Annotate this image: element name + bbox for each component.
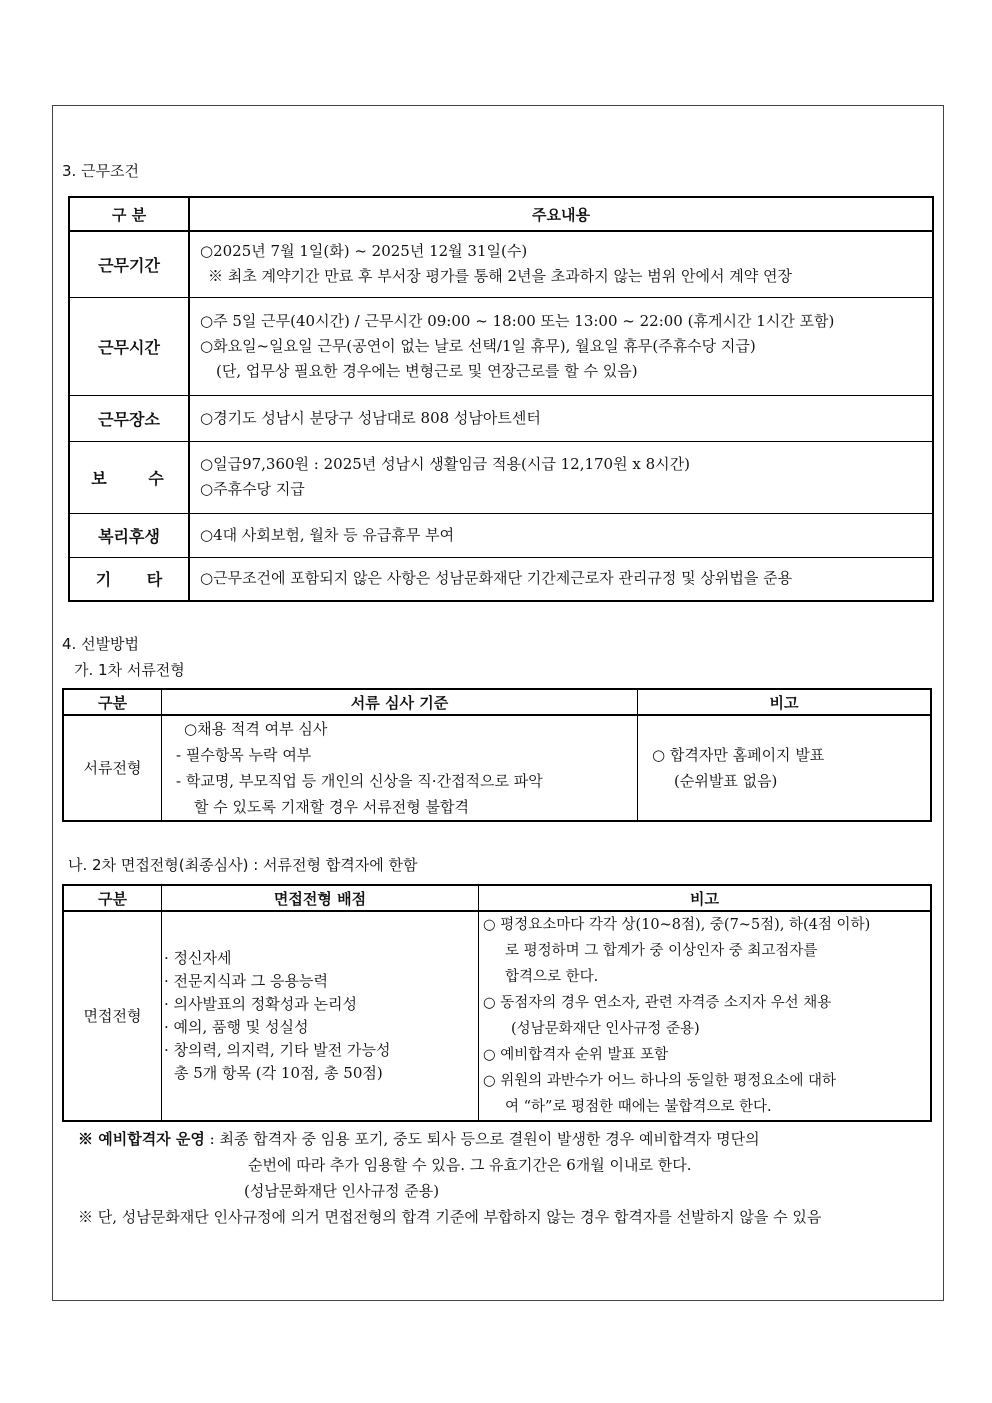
- row-label-interview: 면접전형: [63, 911, 162, 1121]
- table-row: [69, 395, 933, 441]
- location-line: ○경기도 성남시 분당구 성남대로 808 성남아트센터: [200, 408, 541, 427]
- criteria-line: - 필수항목 누락 여부: [176, 746, 312, 764]
- criteria-line: · 예의, 품행 및 성실성: [164, 1018, 309, 1036]
- header-category: 구분: [63, 885, 162, 911]
- row-label-welfare: 복리후생: [69, 513, 189, 557]
- header-category: 구 분: [69, 197, 189, 231]
- criteria-line: · 창의력, 의지력, 기타 발전 가능성: [164, 1041, 391, 1059]
- table-row: [63, 911, 931, 1121]
- hours-line-1: ○주 5일 근무(40시간) / 근무시간 09:00 ~ 18:00 또는 13:00 ~ 22:00 (휴게시간 1시간 포함): [200, 311, 835, 330]
- criteria-line: 할 수 있도록 기재할 경우 서류전형 불합격: [194, 798, 469, 816]
- etc-line: ○근무조건에 포함되지 않은 사항은 성남문화재단 기간제근로자 관리규정 및 상위법을 준용: [200, 569, 793, 588]
- reserve-note: [78, 1126, 760, 1152]
- remark-line: (순위발표 없음): [674, 772, 778, 790]
- row-label-etc: 기 타: [69, 557, 189, 601]
- table-row: [69, 297, 933, 395]
- welfare-line: ○4대 사회보험, 월차 등 유급휴무 부여: [200, 525, 455, 544]
- header-remarks: 비고: [638, 689, 932, 715]
- pay-line-1: ○일급97,360원 : 2025년 성남시 생활임금 적용(시급 12,170원 x 8시간): [200, 455, 690, 473]
- row-label-location: 근무장소: [69, 395, 189, 441]
- header-remarks: 비고: [479, 885, 932, 911]
- criteria-line: · 의사발표의 정확성과 논리성: [164, 995, 357, 1013]
- header-category: 구분: [63, 689, 162, 715]
- criteria-line: - 학교명, 부모직업 등 개인의 신상을 직·간접적으로 파악: [176, 772, 543, 790]
- header-criteria: 서류 심사 기준: [162, 689, 638, 715]
- remark-line: 여 “하”로 평점한 때에는 불합격으로 한다.: [505, 1099, 772, 1115]
- remark-line: (성남문화재단 인사규정 준용): [511, 1021, 700, 1037]
- remark-line: ○ 예비합격자 순위 발표 포함: [483, 1047, 669, 1063]
- remark-line: ○ 합격자만 홈페이지 발표: [652, 746, 825, 764]
- criteria-line: · 전문지식과 그 응용능력: [164, 972, 328, 990]
- row-label-period: 근무기간: [69, 231, 189, 297]
- work-conditions-table: [68, 196, 934, 602]
- hours-line-2: ○화요일~일요일 근무(공연이 없는 날로 선택/1일 휴무), 월요일 휴무(주휴수당 지급): [200, 336, 756, 355]
- row-label-document: 서류전형: [63, 715, 162, 821]
- remark-line: ○ 동점자의 경우 연소자, 관련 자격증 소지자 우선 채용: [483, 995, 832, 1011]
- period-note: ※ 최초 계약기간 만료 후 부서장 평가를 통해 2년을 초과하지 않는 범위 안에서 계약 연장: [208, 267, 792, 286]
- table-row: [69, 231, 933, 297]
- remark-line: ○ 평정요소마다 각각 상(10~8점), 중(7~5점), 하(4점 이하): [483, 917, 871, 933]
- criteria-line: · 정신자세: [164, 949, 232, 967]
- table-row: [69, 557, 933, 601]
- criteria-line: ○채용 적격 여부 심사: [184, 720, 328, 738]
- reserve-text-1: : 최종 합격자 중 임용 포기, 중도 퇴사 등으로 결원이 발생한 경우 예비합격자 명단의: [209, 1130, 760, 1148]
- remark-line: 로 평정하며 그 합계가 중 이상인자 중 최고점자를: [505, 943, 818, 959]
- table-row: [63, 715, 931, 821]
- header-score: 면접전형 배점: [162, 885, 479, 911]
- reserve-text-2: 순번에 따라 추가 임용할 수 있음. 그 유효기간은 6개월 이내로 한다.: [248, 1156, 692, 1174]
- section-title-work-conditions: 3. 근무조건: [62, 162, 140, 180]
- remark-line: ○ 위원의 과반수가 어느 하나의 동일한 평정요소에 대하: [483, 1073, 837, 1089]
- period-line: ○2025년 7월 1일(화) ~ 2025년 12월 31일(수): [200, 242, 528, 261]
- document-screening-table: [62, 688, 932, 822]
- subsection-title-interview: 나. 2차 면접전형(최종심사) : 서류전형 합격자에 한함: [68, 856, 418, 874]
- subsection-title-document: 가. 1차 서류전형: [74, 661, 185, 679]
- hours-line-3: (단, 업무상 필요한 경우에는 변형근로 및 연장근로를 할 수 있음): [216, 361, 638, 380]
- section-title-selection: 4. 선발방법: [62, 635, 140, 653]
- reserve-text-3: (성남문화재단 인사규정 준용): [244, 1182, 440, 1200]
- header-content: 주요내용: [189, 197, 933, 231]
- row-label-hours: 근무시간: [69, 297, 189, 395]
- table-row: [69, 513, 933, 557]
- row-label-pay: 보 수: [69, 441, 189, 513]
- criteria-total: 총 5개 항목 (각 10점, 총 50점): [174, 1064, 383, 1082]
- remark-line: 합격으로 한다.: [505, 969, 599, 985]
- pay-line-2: ○주휴수당 지급: [200, 480, 305, 498]
- interview-screening-table: [62, 884, 932, 1122]
- final-note: ※ 단, 성남문화재단 인사규정에 의거 면접전형의 합격 기준에 부합하지 않는 경우 합격자를 선발하지 않을 수 있음: [78, 1208, 822, 1226]
- table-row: [69, 441, 933, 513]
- reserve-label: ※ 예비합격자 운영: [78, 1130, 205, 1148]
